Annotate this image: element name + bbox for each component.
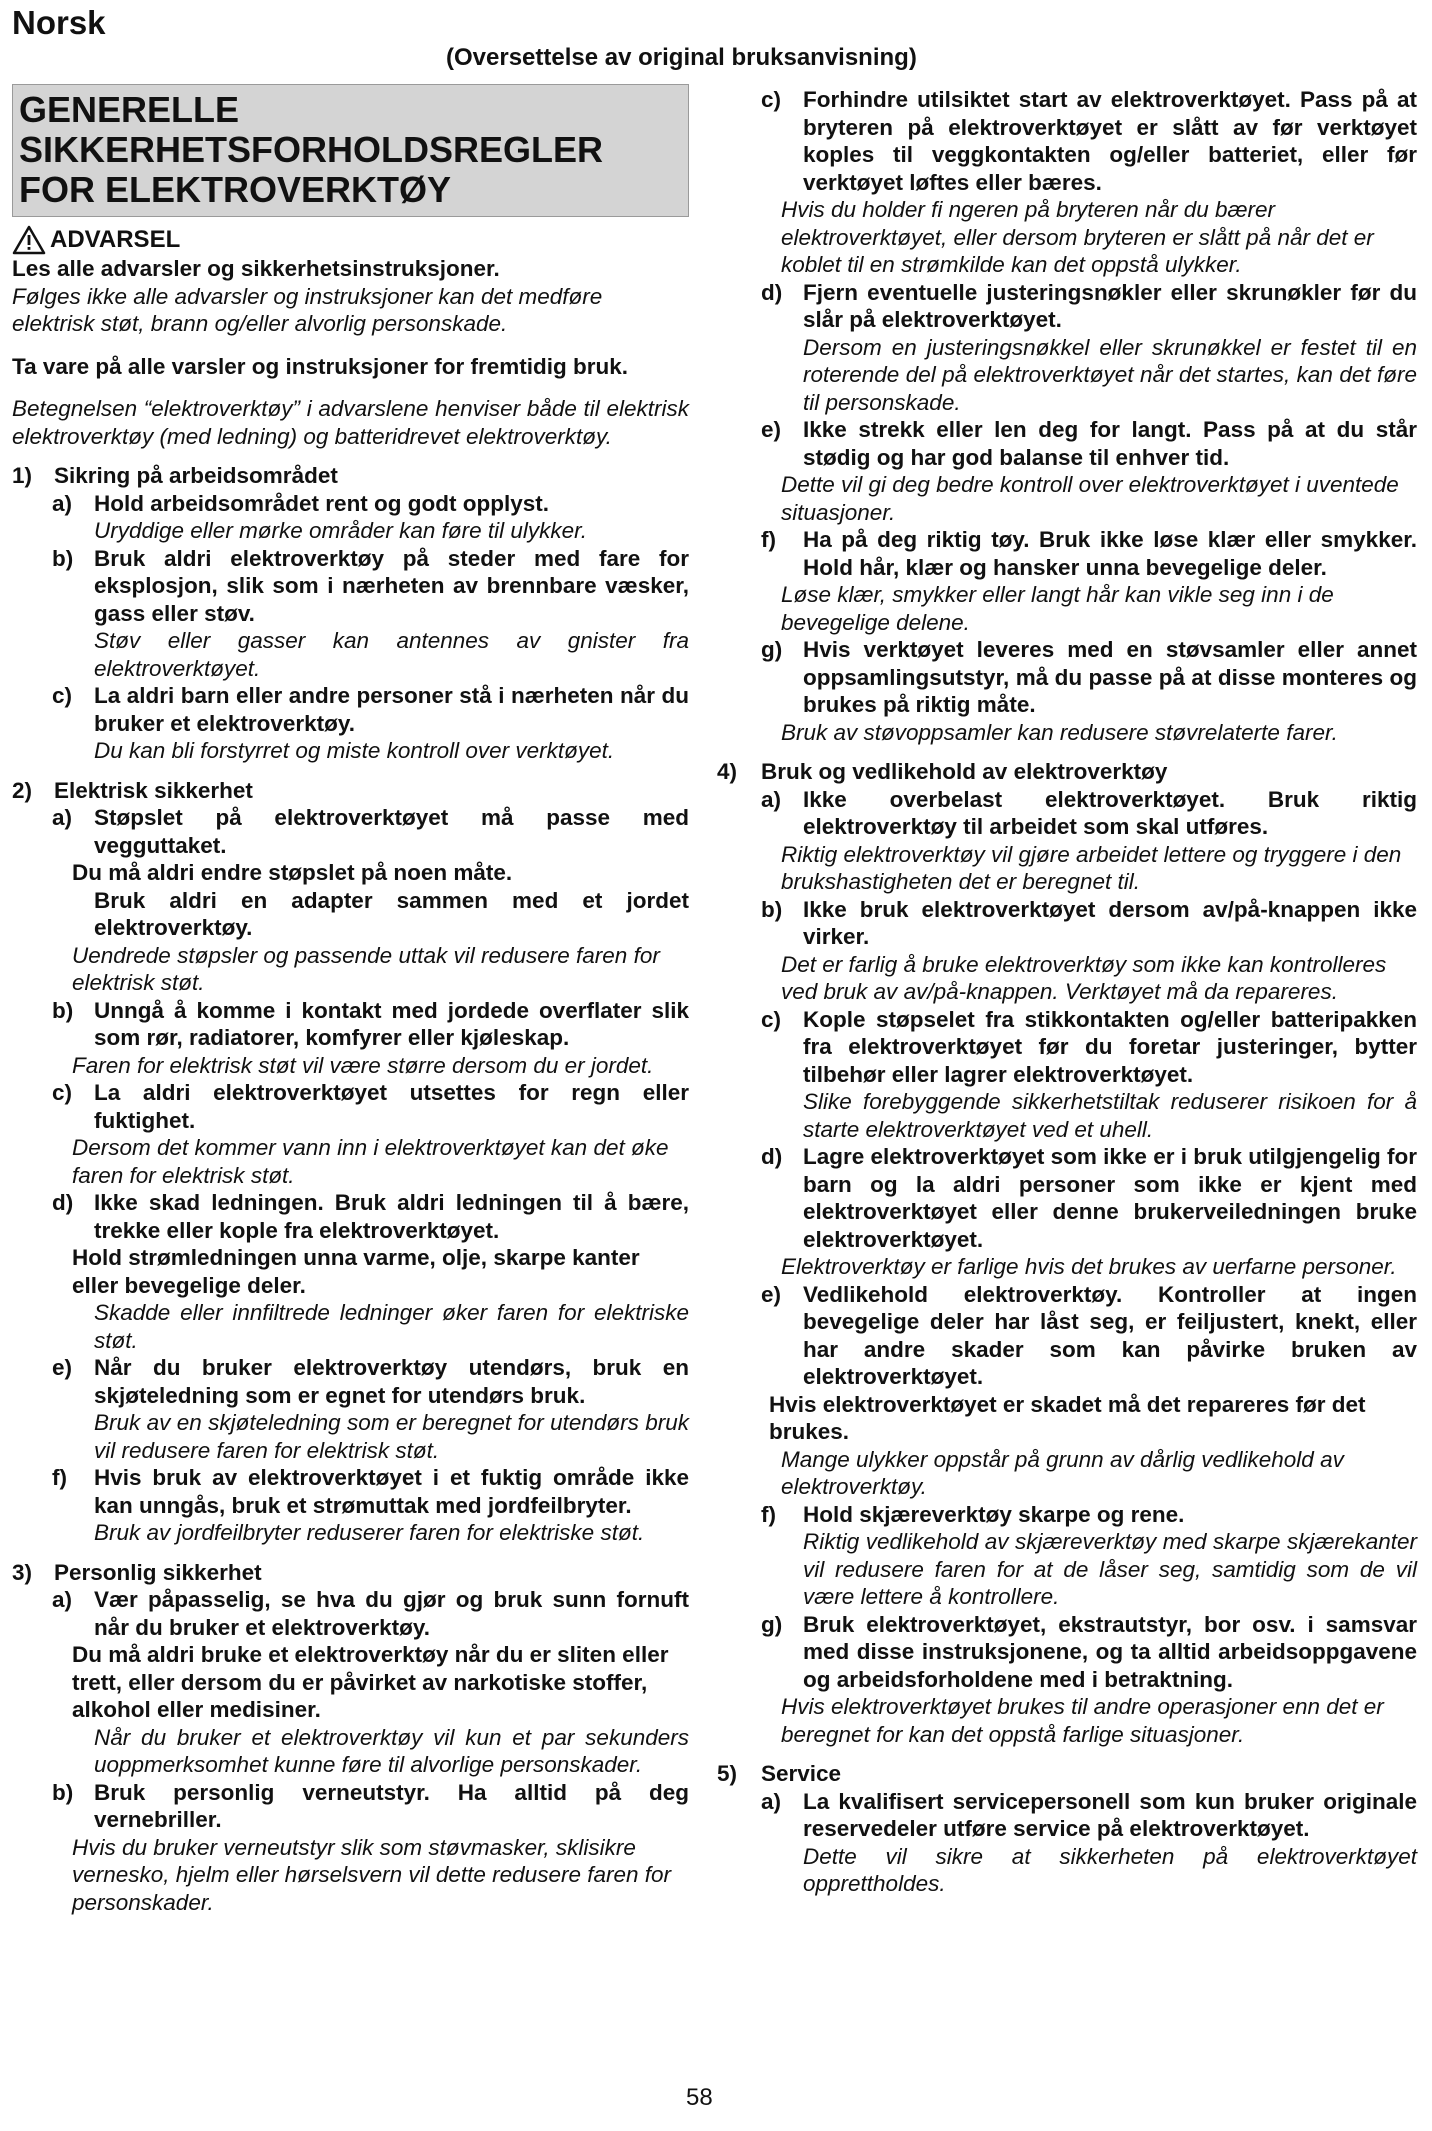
- definition-text: Betegnelsen “elektroverktøy” i advarslene henviser både til elektrisk elektroverktøy (med ledning) og batteridrevet elektroverktøy.: [12, 396, 689, 449]
- item-extra: Hold strømledningen unna varme, olje, skarpe kanter eller bevegelige deler.: [72, 1245, 640, 1298]
- item-note: Skadde eller innfiltrede ledninger øker faren for elektriske støt.: [94, 1300, 689, 1353]
- item-note: Når du bruker et elektroverktøy vil kun et par sekunders uoppmerksomhet kunne føre til alvorlige personskader.: [94, 1724, 689, 1777]
- list-item: b) Unngå å komme i kontakt med jordede overflater slik som rør, radiatorer, komfyrer eller kjøleskap.: [52, 997, 689, 1050]
- item-note: Uryddige eller mørke områder kan føre til ulykker.: [94, 518, 588, 543]
- item-note: Bruk av støvoppsamler kan redusere støvrelaterte farer.: [781, 719, 1338, 745]
- item-note: Dette vil gi deg bedre kontroll over elektroverktøyet i uventede situasjoner.: [781, 472, 1399, 525]
- list-item: b) Ikke bruk elektroverktøyet dersom av/på-knappen ikke virker.: [761, 896, 1417, 949]
- left-column: [12, 84, 689, 1916]
- section-heading: 3) Personlig sikkerhet: [12, 1559, 262, 1585]
- item-note: Riktig elektroverktøy vil gjøre arbeidet lettere og tryggere i den brukshastigheten det er beregnet til.: [781, 841, 1402, 894]
- list-item: e) Når du bruker elektroverktøy utendørs, bruk en skjøteledning som er egnet for utendørs bruk.: [52, 1355, 689, 1408]
- right-column: [717, 86, 1417, 1898]
- warning-triangle-icon: [12, 225, 46, 255]
- item-note: Bruk av jordfeilbryter reduserer faren for elektriske støt.: [94, 1520, 645, 1545]
- list-item: a) Hold arbeidsområdet rent og godt opplyst.: [52, 490, 550, 516]
- item-extra: Bruk aldri en adapter sammen med et jordet elektroverktøy.: [94, 887, 689, 940]
- list-item: d) Fjern eventuelle justeringsnøkler eller skrunøkler før du slår på elektroverktøyet.: [761, 279, 1417, 332]
- warning-label: ADVARSEL: [50, 226, 181, 254]
- warning-text: Følges ikke alle advarsler og instruksjoner kan det medføre elektrisk støt, brann og/eller alvorlig personskade.: [12, 283, 603, 336]
- keep-instructions: Ta vare på alle varsler og instruksjoner for fremtidig bruk.: [12, 353, 629, 379]
- list-item: c) La aldri barn eller andre personer stå i nærheten når du bruker et elektroverktøy.: [52, 683, 689, 736]
- item-note: Riktig vedlikehold av skjæreverktøy med skarpe skjærekanter vil redusere faren for at de låser seg, samtidig som de vil være lettere å kontrollere.: [803, 1529, 1417, 1609]
- section-heading: 4) Bruk og vedlikehold av elektroverktøy: [717, 759, 1168, 784]
- section-heading: 5) Service: [717, 1761, 842, 1786]
- list-item: b) Bruk aldri elektroverktøy på steder med fare for eksplosjon, slik som i nærheten av brennbare væsker, gass eller støv.: [52, 545, 689, 626]
- item-note: Uendrede støpsler og passende uttak vil redusere faren for elektrisk støt.: [72, 942, 660, 995]
- warning-heading: [12, 225, 689, 255]
- item-note: Støv eller gasser kan antennes av gnister fra elektroverktøyet.: [94, 628, 689, 681]
- list-item: c) Forhindre utilsiktet start av elektroverktøyet. Pass på at bryteren på elektroverktøyet er slått av før verktøyet koples til veggkontakten og/eller batteriet, eller før verktøyet løftes eller bæres.: [761, 87, 1417, 195]
- item-note: Faren for elektrisk støt vil være større dersom du er jordet.: [72, 1052, 654, 1078]
- list-item: c) Kople støpselet fra stikkontakten og/eller batteripakken fra elektroverktøyet før du foretar justeringer, bytter tilbehør eller lagrer elektroverktøyet.: [761, 1006, 1417, 1087]
- list-item: a) Støpslet på elektroverktøyet må passe med vegguttaket.: [52, 805, 689, 858]
- list-item: e) Vedlikehold elektroverktøy. Kontroller at ingen bevegelige deler har låst seg, er feiljustert, knekt, eller har andre skader som kan påvirke bruken av elektroverktøyet.: [761, 1281, 1417, 1389]
- item-note: Mange ulykker oppstår på grunn av dårlig vedlikehold av elektroverktøy.: [781, 1446, 1344, 1499]
- list-item: b) Bruk personlig verneutstyr. Ha alltid på deg vernebriller.: [52, 1779, 689, 1832]
- item-note: Hvis du bruker verneutstyr slik som støvmasker, sklisikre vernesko, hjelm eller hørselsvern vil dette redusere faren for personskader.: [72, 1834, 672, 1915]
- section-heading: 1) Sikring på arbeidsområdet: [12, 463, 338, 488]
- item-note: Elektroverktøy er farlige hvis det brukes av uerfarne personer.: [781, 1254, 1397, 1279]
- list-item: f) Ha på deg riktig tøy. Bruk ikke løse klær eller smykker. Hold hår, klær og hansker unna bevegelige deler.: [761, 527, 1417, 580]
- page-number: 58: [686, 2084, 713, 2111]
- list-item: d) Ikke skad ledningen. Bruk aldri ledningen til å bære, trekke eller kople fra elektroverktøyet.: [52, 1190, 689, 1243]
- list-item: a) Ikke overbelast elektroverktøyet. Bruk riktig elektroverktøy til arbeidet som skal utføres.: [761, 786, 1417, 839]
- list-item: g) Bruk elektroverktøyet, ekstrautstyr, bor osv. i samsvar med disse instruksjonene, og ta alltid arbeidsoppgavene og arbeidsforholdene med i betraktning.: [761, 1611, 1417, 1692]
- item-note: Hvis du holder fi ngeren på bryteren når du bærer elektroverktøyet, eller dersom bryteren er slått på når det er koblet til en strømkilde kan det oppstå ulykker.: [781, 197, 1374, 277]
- item-extra: Du må aldri endre støpslet på noen måte.: [72, 860, 513, 885]
- warning-lead: Les alle advarsler og sikkerhetsinstruksjoner.: [12, 256, 500, 281]
- item-note: Slike forebyggende sikkerhetstiltak reduserer risikoen for å starte elektroverktøyet ved et uhell.: [803, 1089, 1417, 1142]
- list-item: a) La kvalifisert servicepersonell som kun bruker originale reservedeler utføre service på elektroverktøyet.: [761, 1788, 1417, 1841]
- list-item: g) Hvis verktøyet leveres med en støvsamler eller annet oppsamlingsutstyr, må du passe på at disse monteres og brukes på riktig måte.: [761, 637, 1417, 717]
- language-label: Norsk: [12, 4, 106, 41]
- item-note: Bruk av en skjøteledning som er beregnet for utendørs bruk vil redusere faren for elektrisk støt.: [94, 1410, 689, 1463]
- translation-subtitle: (Oversettelse av original bruksanvisning): [446, 44, 917, 71]
- item-note: Dersom en justeringsnøkkel eller skrunøkkel er festet til en roterende del på elektroverktøyet når det startes, kan det føre til personskade.: [803, 334, 1417, 415]
- item-note: Dette vil sikre at sikkerheten på elektroverktøyet opprettholdes.: [803, 1843, 1417, 1896]
- list-item: a) Vær påpasselig, se hva du gjør og bruk sunn fornuft når du bruker et elektroverktøy.: [52, 1587, 689, 1640]
- item-note: Det er farlig å bruke elektroverktøy som ikke kan kontrolleres ved bruk av av/på-knappen. Verktøyet må da repareres.: [781, 951, 1387, 1004]
- item-note: Du kan bli forstyrret og miste kontroll over verktøyet.: [94, 738, 615, 763]
- item-note: Hvis elektroverktøyet brukes til andre operasjoner enn det er beregnet for kan det oppstå farlige situasjoner.: [781, 1694, 1384, 1747]
- list-item: f) Hvis bruk av elektroverktøyet i et fuktig område ikke kan unngås, bruk et strømuttak med jordfeilbryter.: [52, 1465, 689, 1518]
- list-item: f) Hold skjæreverktøy skarpe og rene.: [761, 1501, 1185, 1527]
- list-item: c) La aldri elektroverktøyet utsettes for regn eller fuktighet.: [52, 1080, 689, 1133]
- page-title: GENERELLE SIKKERHETSFORHOLDSREGLER FOR ELEKTROVERKTØY: [12, 84, 689, 217]
- item-extra: Hvis elektroverktøyet er skadet må det repareres før det brukes.: [769, 1391, 1366, 1444]
- item-note: Løse klær, smykker eller langt hår kan vikle seg inn i de bevegelige delene.: [781, 582, 1334, 635]
- item-note: Dersom det kommer vann inn i elektroverktøyet kan det øke faren for elektrisk støt.: [72, 1135, 669, 1188]
- list-item: e) Ikke strekk eller len deg for langt. Pass på at du står stødig og har god balanse til enhver tid.: [761, 417, 1417, 470]
- section-heading: 2) Elektrisk sikkerhet: [12, 777, 253, 803]
- list-item: d) Lagre elektroverktøyet som ikke er i bruk utilgjengelig for barn og la aldri personer som ikke er kjent med elektroverktøyet eller denne brukerveiledningen bruke elektroverktøyet.: [761, 1144, 1417, 1252]
- item-extra: Du må aldri bruke et elektroverktøy når du er sliten eller trett, eller dersom du er påvirket av narkotiske stoffer, alkohol eller medisiner.: [72, 1642, 669, 1722]
